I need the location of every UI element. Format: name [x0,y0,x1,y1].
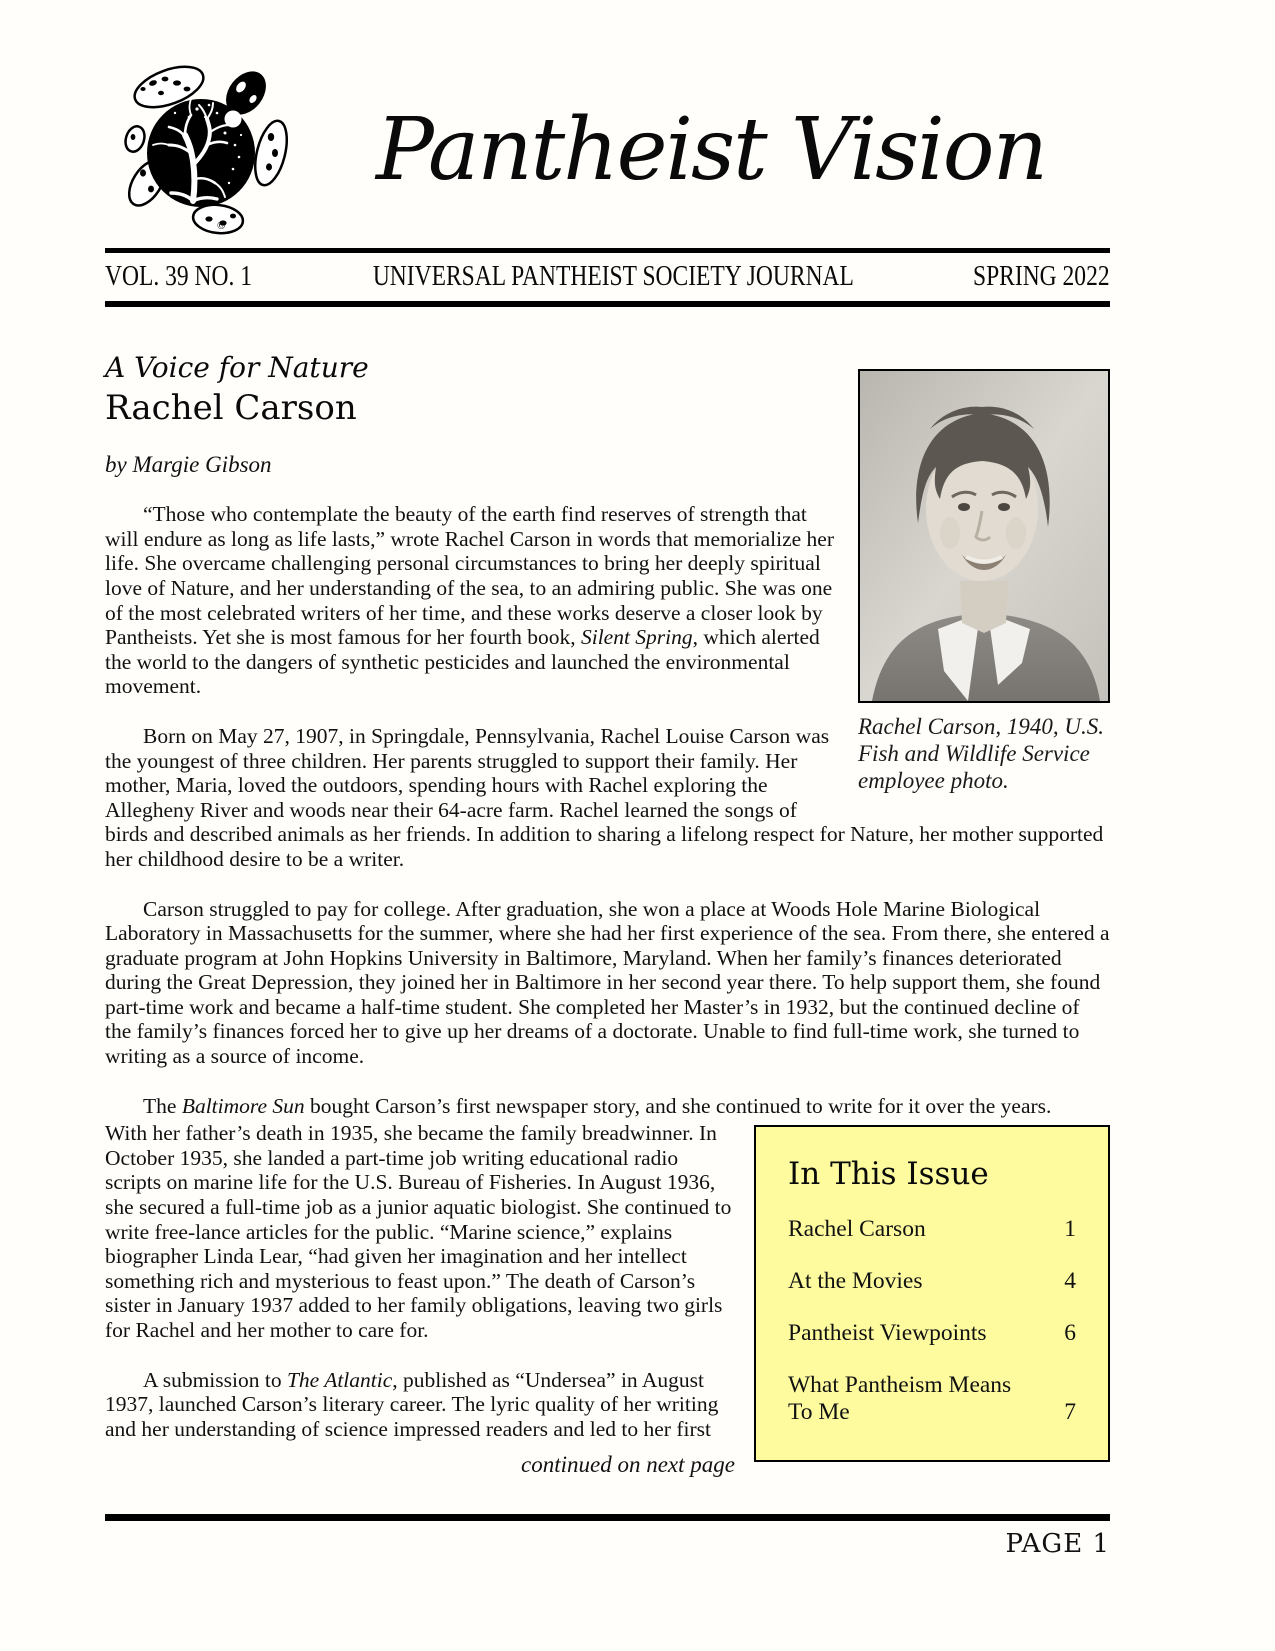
article-kicker: A Voice for Nature [105,351,369,384]
issue-item-label: What Pantheism Means To Me [788,1372,1012,1426]
masthead-rule-bottom [105,301,1110,307]
paragraph-1: “Those who contemplate the beauty of the earth find reserves of strength that will endure as long as life lasts,” wrote Rachel Carson in words that memorialize her life. She overcame challenging personal circumstances to bring her deeply spiritual love of Nature, and her understanding of the sea, to an admiring public. She was one of the most celebrated writers of her time, and these works deserve a closer look by Pantheists. Yet she is most famous for her fourth book, Silent Spring, which alerted the world to the dangers of synthetic pesticides and launched the environmental movement. [105,502,834,699]
issue-item-what-pantheism-means [788,1372,1076,1426]
continued-on-next-page-note: continued on next page [521,1452,735,1478]
volume-number: VOL. 39 NO. 1 [105,261,252,292]
in-this-issue-box [754,1125,1110,1462]
portrait-photo-illustration [860,371,1108,701]
page-number: PAGE 1 [1005,1528,1110,1559]
issue-item-page: 7 [1064,1399,1076,1426]
issue-item-label: At the Movies [788,1268,923,1295]
issue-item-page: 1 [1064,1216,1076,1243]
article-rachel-carson [105,353,1110,1478]
issue-item-label: Pantheist Viewpoints [788,1320,987,1347]
sea-turtle-logo-icon [105,53,300,243]
issue-item-pantheist-viewpoints [788,1320,1076,1347]
issue-item-at-the-movies [788,1268,1076,1295]
article-title: Rachel Carson [105,387,357,428]
rachel-carson-photo [858,369,1110,703]
issue-item-rachel-carson [788,1216,1076,1243]
paragraph-5: A submission to The Atlantic, published as “Undersea” in August 1937, launched Carson’s literary career. The lyric quality of her writing and her understanding of science impressed readers and led to her first [105,1367,719,1441]
portrait-figure [858,369,1110,794]
lower-columns [105,1121,1110,1478]
issue-season: SPRING 2022 [973,261,1110,292]
issue-item-page: 4 [1064,1268,1076,1295]
paragraph-3: Carson struggled to pay for college. After graduation, she won a place at Woods Hole Marine Biological Laboratory in Massachusetts for the summer, where she had her first experience of the sea. From there, she entered a graduate program at John Hopkins University in Baltimore, Maryland. When her family’s finances deteriorated during the Great Depression, they joined her in Baltimore in her second year there. To help support them, she found part-time work and became a half-time student. She completed her Master’s in 1932, but the continued decline of the family’s finances forced her to give up her dreams of a doctorate. Unable to find full-time work, she turned to writing as a source of income. [105,896,1110,1069]
left-text-column [105,1121,735,1478]
issue-box-title: In This Issue [788,1156,989,1193]
issue-item-page: 6 [1064,1320,1076,1347]
masthead [105,0,1110,248]
paragraph-4-continued: With her father’s death in 1935, she became the family breadwinner. In October 1935, she landed a part-time job writing educational radio scripts on marine life for the U.S. Bureau of Fisheries. In August 1936, she secured a full-time job as a junior aquatic biologist. She continued to write free-lance articles for the public. “Marine science,” explains biographer Linda Lear, “had given her imagination and her intellect something rich and mysterious to feast upon.” The death of Carson’s sister in January 1937 added to her family obligations, leaving two girls for Rachel and her mother to care for. [105,1121,732,1342]
article-byline: by Margie Gibson [105,451,272,477]
paragraph-4-lead: The Baltimore Sun bought Carson’s first newspaper story, and she continued to write for it over the years. [143,1093,1052,1118]
turtle-tree-logo [105,53,300,248]
footer-rule [105,1514,1110,1521]
journal-info-line [105,253,1110,301]
issue-item-label: Rachel Carson [788,1216,926,1243]
paragraph-2: Born on May 27, 1907, in Springdale, Pennsylvania, Rachel Louise Carson was the youngest of three children. Her parents struggled to support their family. Her mother, Maria, loved the outdoors, spending hours with Rachel exploring the Allegheny River and woods near their 64-acre farm. Rachel learned the songs of birds and described animals as her friends. In addition to sharing a lifelong respect for Nature, her mother supported her childhood desire to be a writer. [105,723,1104,871]
journal-name: UNIVERSAL PANTHEIST SOCIETY JOURNAL [373,261,855,292]
photo-caption: Rachel Carson, 1940, U.S. Fish and Wildlife Service employee photo. [858,714,1104,793]
logo-copyright-symbol: © [217,219,226,232]
newsletter-title: Pantheist Vision [376,100,1046,200]
